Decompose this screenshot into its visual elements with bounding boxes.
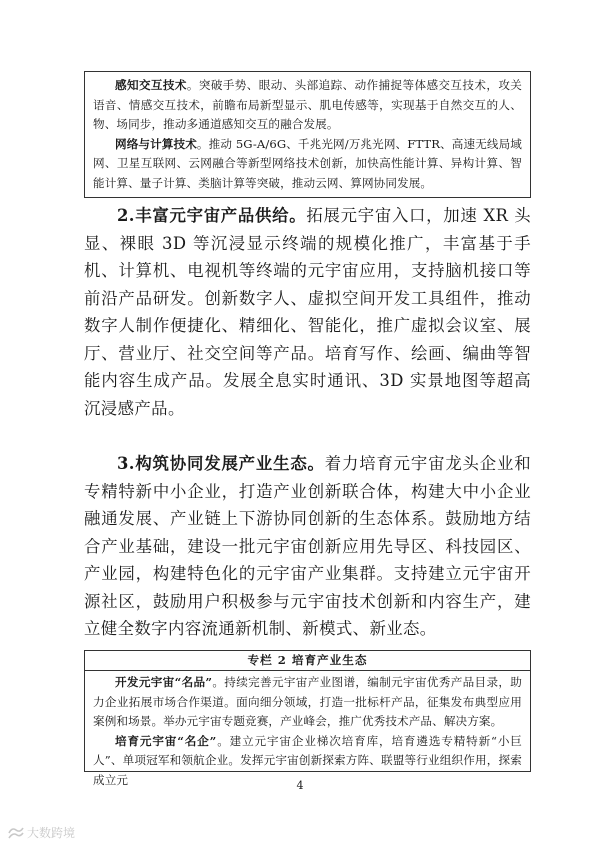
section-2-text: 拓展元宇宙入口，加速 XR 头显、裸眼 3D 等沉浸显示终端的规模化推广，丰富基于手机、计算机、电视机等终端的元宇宙应用，支持脑机接口等前沿产品研发。创新数字人、虚拟空间开发工具组件，推动数字人制作便捷化、精细化、智能化，推广虚拟会议室、展厅、营业厅、社交空间等产品。培育写作、绘画、编曲等智能内容生成产品。发展全息实时通讯、3D 实景地图等超高沉浸感产品。 <box>84 206 531 418</box>
watermark-text: 大数跨境 <box>27 826 76 840</box>
section-3-heading: 3.构筑协同发展产业生态。 <box>117 454 325 473</box>
famous-enterprises-label: 培育元宇宙“名企” <box>115 733 217 748</box>
network-computing-paragraph <box>93 135 522 194</box>
page-number: 4 <box>296 779 304 792</box>
network-computing-label: 网络与计算技术 <box>115 136 197 151</box>
industry-ecology-column-box <box>84 650 531 787</box>
section-2-paragraph <box>84 202 531 422</box>
section-3-paragraph <box>84 450 531 643</box>
perception-interaction-paragraph <box>93 76 522 135</box>
section-3-text: 着力培育元宇宙龙头企业和专精特新中小企业，打造产业创新联合体，构建大中小企业融通发展、产业链上下游协同创新的生态体系。鼓励地方结合产业基础，建设一批元宇宙创新应用先导区、科技园区、产业园，构建特色化的元宇宙产业集群。支持建立元宇宙开源社区，鼓励用户积极参与元宇宙技术创新和内容生产，建立健全数字内容流通新机制、新模式、新业态。 <box>84 454 531 638</box>
tech-sidebar-box <box>84 71 531 198</box>
network-computing-text: 。推动 5G-A/6G、千兆光网/万兆光网、FTTR、高速无线局域网、卫星互联网、云网融合等新型网络技术创新，加快高性能计算、异构计算、智能计算、量子计算、类脑计算等突破，推动云网、算网协同发展。 <box>93 136 522 190</box>
watermark-logo-icon <box>8 826 24 840</box>
famous-products-paragraph <box>93 673 522 732</box>
famous-enterprises-text: 。建立元宇宙企业梯次培育库，培育遴选专精特新“小巨人”、单项冠军和领航企业。发挥元宇宙创新探索方阵、联盟等行业组织作用，探索成立元 <box>93 733 522 787</box>
famous-products-label: 开发元宇宙“名品” <box>115 675 213 689</box>
watermark <box>8 824 75 841</box>
column-body <box>85 671 530 791</box>
perception-interaction-text: 。突破手势、眼动、头部追踪、动作捕捉等体感交互技术，攻关语音、情感交互技术，前瞻布局新型显示、肌电传感等，实现基于自然交互的人、物、场同步，推动多通道感知交互的融合发展。 <box>93 78 522 132</box>
column-title: 专栏 2 培育产业生态 <box>85 651 530 671</box>
perception-interaction-label: 感知交互技术 <box>115 78 187 92</box>
section-2-heading: 2.丰富元宇宙产品供给。 <box>117 206 307 225</box>
famous-products-text: 。持续完善元宇宙产业图谱，编制元宇宙优秀产品目录，助力企业拓展市场合作渠道。面向细分领域，打造一批标杆产品，征集发布典型应用案例和场景。举办元宇宙专题竞赛，产业峰会，推广优秀技术产品、解决方案。 <box>93 675 522 729</box>
